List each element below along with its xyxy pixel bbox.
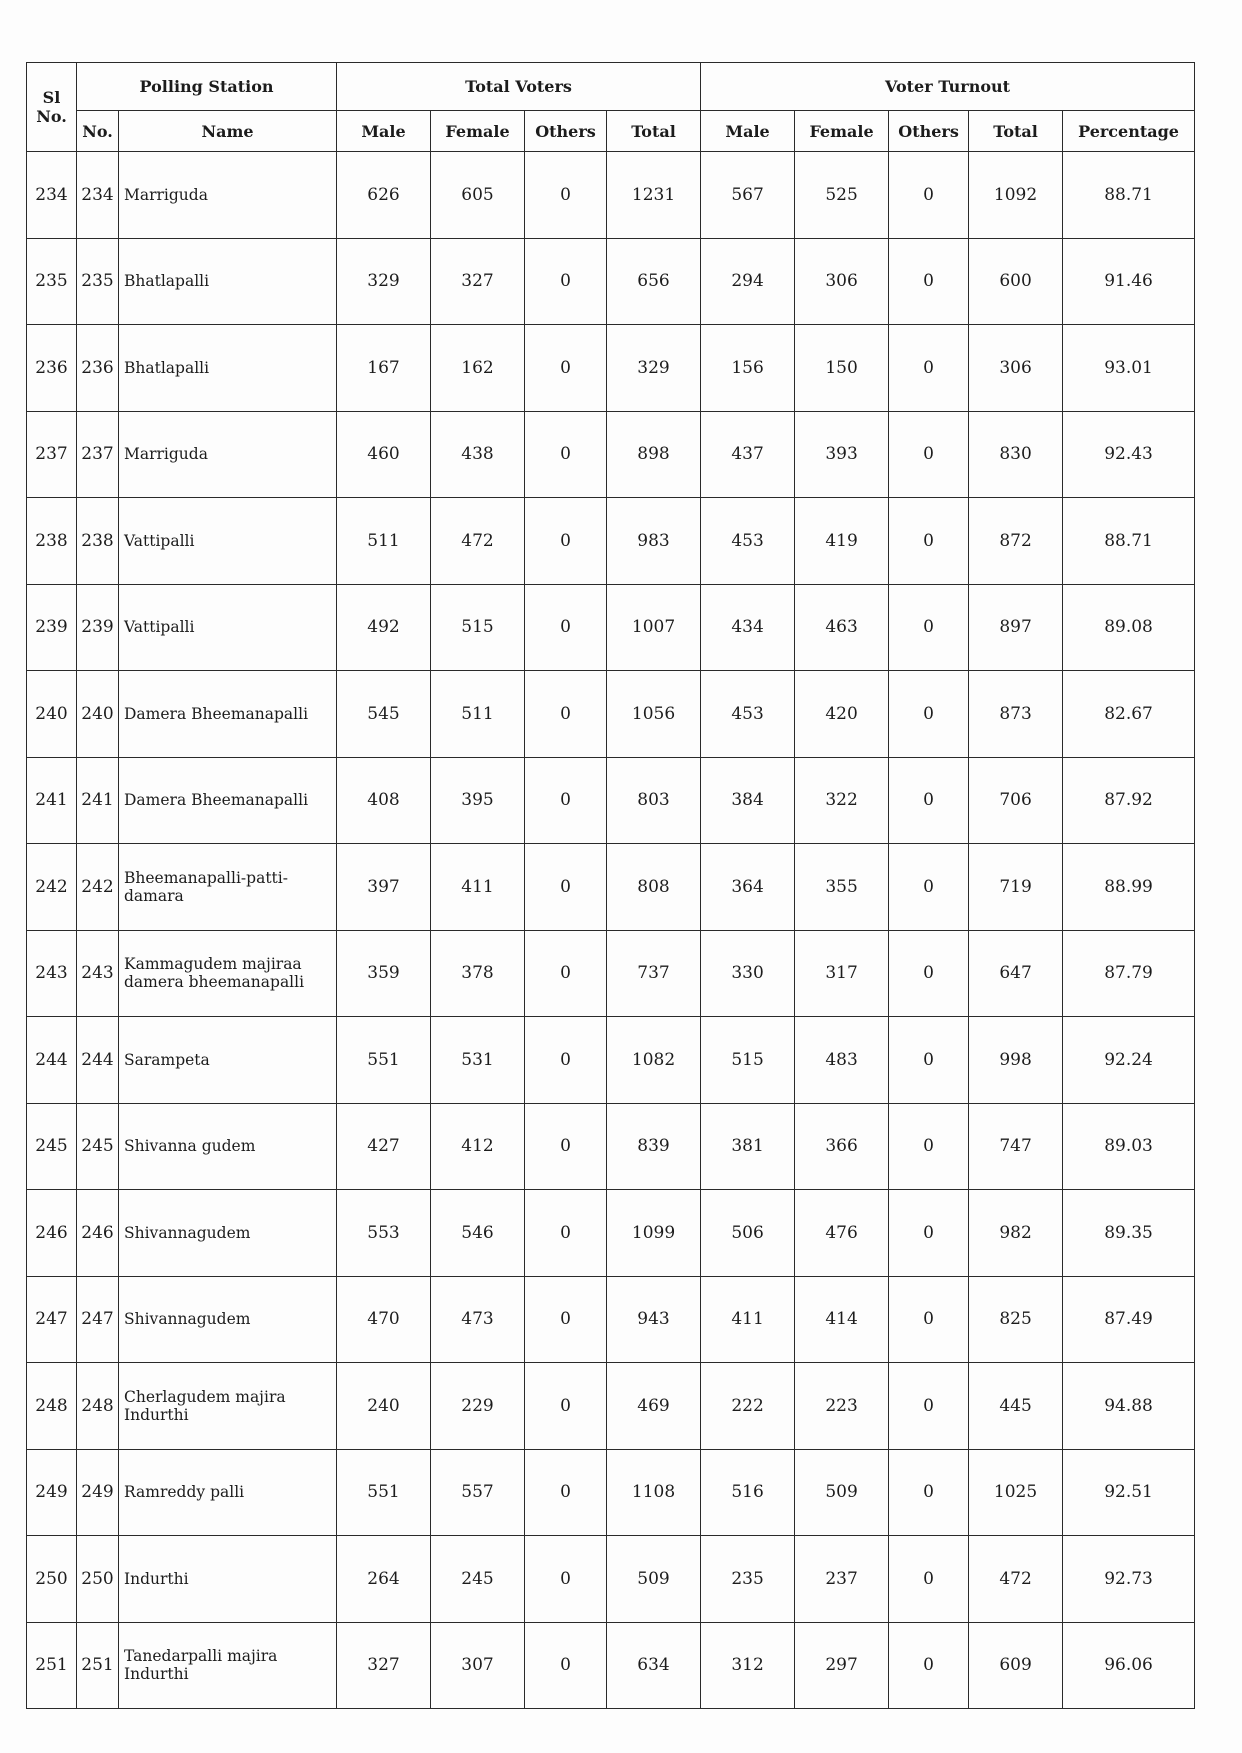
turnout-percentage-cell: 88.99 xyxy=(1063,844,1195,931)
station-no-cell: 241 xyxy=(77,757,119,844)
sl-no-cell: 251 xyxy=(27,1622,77,1709)
station-name-cell: Ramreddy palli xyxy=(119,1449,337,1536)
header-tv-male: Male xyxy=(337,111,431,152)
total-voters-female-cell: 531 xyxy=(431,1017,525,1104)
station-no-cell: 245 xyxy=(77,1103,119,1190)
station-no-cell: 244 xyxy=(77,1017,119,1104)
turnout-total-cell: 1025 xyxy=(969,1449,1063,1536)
station-no-cell: 235 xyxy=(77,238,119,325)
total-voters-others-cell: 0 xyxy=(525,1536,607,1623)
station-name-cell: Kammagudem majiraa damera bheemanapalli xyxy=(119,930,337,1017)
turnout-total-cell: 600 xyxy=(969,238,1063,325)
total-voters-total-cell: 839 xyxy=(607,1103,701,1190)
header-vt-total: Total xyxy=(969,111,1063,152)
total-voters-female-cell: 395 xyxy=(431,757,525,844)
turnout-female-cell: 420 xyxy=(795,671,889,758)
table-row xyxy=(27,411,1195,498)
turnout-female-cell: 509 xyxy=(795,1449,889,1536)
station-name-cell: Shivannagudem xyxy=(119,1190,337,1277)
total-voters-female-cell: 411 xyxy=(431,844,525,931)
turnout-others-cell: 0 xyxy=(889,411,969,498)
total-voters-others-cell: 0 xyxy=(525,1622,607,1709)
header-voter-turnout: Voter Turnout xyxy=(701,63,1195,111)
turnout-male-cell: 294 xyxy=(701,238,795,325)
turnout-percentage-cell: 89.08 xyxy=(1063,584,1195,671)
total-voters-total-cell: 1007 xyxy=(607,584,701,671)
turnout-female-cell: 483 xyxy=(795,1017,889,1104)
station-no-cell: 247 xyxy=(77,1276,119,1363)
turnout-male-cell: 567 xyxy=(701,152,795,239)
station-name-cell: Marriguda xyxy=(119,152,337,239)
turnout-female-cell: 414 xyxy=(795,1276,889,1363)
turnout-total-cell: 609 xyxy=(969,1622,1063,1709)
turnout-total-cell: 747 xyxy=(969,1103,1063,1190)
total-voters-male-cell: 511 xyxy=(337,498,431,585)
table-row xyxy=(27,844,1195,931)
turnout-male-cell: 156 xyxy=(701,325,795,412)
total-voters-male-cell: 545 xyxy=(337,671,431,758)
turnout-total-cell: 1092 xyxy=(969,152,1063,239)
total-voters-total-cell: 808 xyxy=(607,844,701,931)
total-voters-others-cell: 0 xyxy=(525,152,607,239)
sl-no-cell: 245 xyxy=(27,1103,77,1190)
total-voters-male-cell: 551 xyxy=(337,1017,431,1104)
turnout-others-cell: 0 xyxy=(889,498,969,585)
turnout-others-cell: 0 xyxy=(889,1622,969,1709)
turnout-total-cell: 830 xyxy=(969,411,1063,498)
turnout-percentage-cell: 92.51 xyxy=(1063,1449,1195,1536)
station-no-cell: 234 xyxy=(77,152,119,239)
station-no-cell: 248 xyxy=(77,1363,119,1450)
turnout-male-cell: 384 xyxy=(701,757,795,844)
station-name-cell: Shivanna gudem xyxy=(119,1103,337,1190)
total-voters-total-cell: 983 xyxy=(607,498,701,585)
turnout-female-cell: 366 xyxy=(795,1103,889,1190)
header-tv-others: Others xyxy=(525,111,607,152)
table-row xyxy=(27,1449,1195,1536)
turnout-others-cell: 0 xyxy=(889,1276,969,1363)
turnout-female-cell: 355 xyxy=(795,844,889,931)
turnout-male-cell: 312 xyxy=(701,1622,795,1709)
total-voters-female-cell: 511 xyxy=(431,671,525,758)
turnout-others-cell: 0 xyxy=(889,325,969,412)
table-row xyxy=(27,152,1195,239)
total-voters-male-cell: 327 xyxy=(337,1622,431,1709)
turnout-male-cell: 235 xyxy=(701,1536,795,1623)
total-voters-male-cell: 492 xyxy=(337,584,431,671)
total-voters-others-cell: 0 xyxy=(525,1363,607,1450)
total-voters-female-cell: 515 xyxy=(431,584,525,671)
sl-no-cell: 247 xyxy=(27,1276,77,1363)
turnout-percentage-cell: 88.71 xyxy=(1063,152,1195,239)
turnout-male-cell: 364 xyxy=(701,844,795,931)
turnout-female-cell: 322 xyxy=(795,757,889,844)
total-voters-male-cell: 460 xyxy=(337,411,431,498)
table-row xyxy=(27,757,1195,844)
total-voters-total-cell: 634 xyxy=(607,1622,701,1709)
turnout-total-cell: 706 xyxy=(969,757,1063,844)
total-voters-total-cell: 1231 xyxy=(607,152,701,239)
turnout-others-cell: 0 xyxy=(889,757,969,844)
total-voters-male-cell: 553 xyxy=(337,1190,431,1277)
total-voters-male-cell: 397 xyxy=(337,844,431,931)
turnout-male-cell: 411 xyxy=(701,1276,795,1363)
turnout-others-cell: 0 xyxy=(889,1017,969,1104)
turnout-female-cell: 223 xyxy=(795,1363,889,1450)
turnout-others-cell: 0 xyxy=(889,1363,969,1450)
header-tv-total: Total xyxy=(607,111,701,152)
station-no-cell: 250 xyxy=(77,1536,119,1623)
station-name-cell: Cherlagudem majira Indurthi xyxy=(119,1363,337,1450)
total-voters-others-cell: 0 xyxy=(525,930,607,1017)
station-no-cell: 242 xyxy=(77,844,119,931)
total-voters-female-cell: 473 xyxy=(431,1276,525,1363)
turnout-total-cell: 472 xyxy=(969,1536,1063,1623)
station-no-cell: 239 xyxy=(77,584,119,671)
total-voters-total-cell: 469 xyxy=(607,1363,701,1450)
station-name-cell: Damera Bheemanapalli xyxy=(119,757,337,844)
turnout-percentage-cell: 92.73 xyxy=(1063,1536,1195,1623)
sl-no-cell: 234 xyxy=(27,152,77,239)
header-vt-female: Female xyxy=(795,111,889,152)
total-voters-others-cell: 0 xyxy=(525,1190,607,1277)
table-body xyxy=(27,152,1195,1709)
turnout-percentage-cell: 96.06 xyxy=(1063,1622,1195,1709)
turnout-others-cell: 0 xyxy=(889,1103,969,1190)
total-voters-others-cell: 0 xyxy=(525,757,607,844)
sl-no-cell: 240 xyxy=(27,671,77,758)
turnout-percentage-cell: 89.03 xyxy=(1063,1103,1195,1190)
header-name: Name xyxy=(119,111,337,152)
total-voters-male-cell: 329 xyxy=(337,238,431,325)
turnout-others-cell: 0 xyxy=(889,1449,969,1536)
turnout-female-cell: 525 xyxy=(795,152,889,239)
turnout-total-cell: 897 xyxy=(969,584,1063,671)
sl-no-cell: 249 xyxy=(27,1449,77,1536)
total-voters-total-cell: 737 xyxy=(607,930,701,1017)
station-no-cell: 246 xyxy=(77,1190,119,1277)
turnout-percentage-cell: 92.43 xyxy=(1063,411,1195,498)
station-name-cell: Tanedarpalli majira Indurthi xyxy=(119,1622,337,1709)
turnout-male-cell: 437 xyxy=(701,411,795,498)
table-row xyxy=(27,1536,1195,1623)
total-voters-others-cell: 0 xyxy=(525,411,607,498)
turnout-others-cell: 0 xyxy=(889,152,969,239)
total-voters-others-cell: 0 xyxy=(525,498,607,585)
station-name-cell: Damera Bheemanapalli xyxy=(119,671,337,758)
header-polling-station: Polling Station xyxy=(77,63,337,111)
station-name-cell: Marriguda xyxy=(119,411,337,498)
sl-no-cell: 246 xyxy=(27,1190,77,1277)
station-name-cell: Shivannagudem xyxy=(119,1276,337,1363)
turnout-male-cell: 330 xyxy=(701,930,795,1017)
total-voters-total-cell: 943 xyxy=(607,1276,701,1363)
turnout-male-cell: 506 xyxy=(701,1190,795,1277)
total-voters-female-cell: 412 xyxy=(431,1103,525,1190)
header-sl-no: Sl No. xyxy=(27,63,77,152)
total-voters-total-cell: 1056 xyxy=(607,671,701,758)
total-voters-female-cell: 546 xyxy=(431,1190,525,1277)
table-row xyxy=(27,498,1195,585)
turnout-male-cell: 381 xyxy=(701,1103,795,1190)
total-voters-female-cell: 327 xyxy=(431,238,525,325)
total-voters-male-cell: 240 xyxy=(337,1363,431,1450)
sl-no-cell: 239 xyxy=(27,584,77,671)
turnout-percentage-cell: 92.24 xyxy=(1063,1017,1195,1104)
total-voters-total-cell: 1082 xyxy=(607,1017,701,1104)
header-total-voters: Total Voters xyxy=(337,63,701,111)
total-voters-male-cell: 427 xyxy=(337,1103,431,1190)
turnout-percentage-cell: 87.92 xyxy=(1063,757,1195,844)
turnout-female-cell: 393 xyxy=(795,411,889,498)
station-name-cell: Sarampeta xyxy=(119,1017,337,1104)
turnout-total-cell: 719 xyxy=(969,844,1063,931)
total-voters-female-cell: 245 xyxy=(431,1536,525,1623)
table-row xyxy=(27,325,1195,412)
turnout-percentage-cell: 89.35 xyxy=(1063,1190,1195,1277)
turnout-total-cell: 825 xyxy=(969,1276,1063,1363)
total-voters-others-cell: 0 xyxy=(525,584,607,671)
turnout-female-cell: 419 xyxy=(795,498,889,585)
turnout-female-cell: 317 xyxy=(795,930,889,1017)
turnout-others-cell: 0 xyxy=(889,584,969,671)
sl-no-cell: 237 xyxy=(27,411,77,498)
sl-no-cell: 250 xyxy=(27,1536,77,1623)
total-voters-total-cell: 1108 xyxy=(607,1449,701,1536)
polling-station-table xyxy=(26,62,1195,1709)
total-voters-female-cell: 438 xyxy=(431,411,525,498)
sl-no-cell: 244 xyxy=(27,1017,77,1104)
turnout-male-cell: 222 xyxy=(701,1363,795,1450)
table-row xyxy=(27,671,1195,758)
header-vt-others: Others xyxy=(889,111,969,152)
table-row xyxy=(27,930,1195,1017)
station-name-cell: Bheemanapalli-patti-damara xyxy=(119,844,337,931)
total-voters-others-cell: 0 xyxy=(525,1017,607,1104)
turnout-female-cell: 297 xyxy=(795,1622,889,1709)
table-row xyxy=(27,1017,1195,1104)
header-tv-female: Female xyxy=(431,111,525,152)
turnout-female-cell: 237 xyxy=(795,1536,889,1623)
total-voters-male-cell: 408 xyxy=(337,757,431,844)
turnout-percentage-cell: 87.49 xyxy=(1063,1276,1195,1363)
total-voters-total-cell: 509 xyxy=(607,1536,701,1623)
turnout-male-cell: 434 xyxy=(701,584,795,671)
station-name-cell: Vattipalli xyxy=(119,584,337,671)
total-voters-female-cell: 162 xyxy=(431,325,525,412)
total-voters-female-cell: 378 xyxy=(431,930,525,1017)
sl-no-cell: 248 xyxy=(27,1363,77,1450)
turnout-female-cell: 463 xyxy=(795,584,889,671)
station-name-cell: Bhatlapalli xyxy=(119,325,337,412)
turnout-percentage-cell: 91.46 xyxy=(1063,238,1195,325)
turnout-female-cell: 476 xyxy=(795,1190,889,1277)
turnout-percentage-cell: 93.01 xyxy=(1063,325,1195,412)
total-voters-male-cell: 167 xyxy=(337,325,431,412)
station-no-cell: 236 xyxy=(77,325,119,412)
turnout-total-cell: 872 xyxy=(969,498,1063,585)
turnout-female-cell: 306 xyxy=(795,238,889,325)
station-no-cell: 249 xyxy=(77,1449,119,1536)
station-name-cell: Vattipalli xyxy=(119,498,337,585)
sl-no-cell: 236 xyxy=(27,325,77,412)
total-voters-total-cell: 803 xyxy=(607,757,701,844)
table-row xyxy=(27,1276,1195,1363)
turnout-others-cell: 0 xyxy=(889,238,969,325)
total-voters-others-cell: 0 xyxy=(525,325,607,412)
table-row xyxy=(27,584,1195,671)
sl-no-cell: 235 xyxy=(27,238,77,325)
table-row xyxy=(27,1622,1195,1709)
station-no-cell: 237 xyxy=(77,411,119,498)
turnout-male-cell: 453 xyxy=(701,671,795,758)
sl-no-cell: 238 xyxy=(27,498,77,585)
total-voters-total-cell: 656 xyxy=(607,238,701,325)
table-row xyxy=(27,1190,1195,1277)
sl-no-cell: 242 xyxy=(27,844,77,931)
station-no-cell: 251 xyxy=(77,1622,119,1709)
station-name-cell: Bhatlapalli xyxy=(119,238,337,325)
turnout-male-cell: 515 xyxy=(701,1017,795,1104)
turnout-others-cell: 0 xyxy=(889,930,969,1017)
turnout-percentage-cell: 94.88 xyxy=(1063,1363,1195,1450)
header-vt-male: Male xyxy=(701,111,795,152)
total-voters-female-cell: 605 xyxy=(431,152,525,239)
total-voters-others-cell: 0 xyxy=(525,671,607,758)
turnout-total-cell: 306 xyxy=(969,325,1063,412)
total-voters-male-cell: 264 xyxy=(337,1536,431,1623)
total-voters-others-cell: 0 xyxy=(525,1449,607,1536)
total-voters-female-cell: 229 xyxy=(431,1363,525,1450)
header-percentage: Percentage xyxy=(1063,111,1195,152)
turnout-female-cell: 150 xyxy=(795,325,889,412)
total-voters-total-cell: 898 xyxy=(607,411,701,498)
sl-no-cell: 241 xyxy=(27,757,77,844)
total-voters-total-cell: 1099 xyxy=(607,1190,701,1277)
turnout-total-cell: 445 xyxy=(969,1363,1063,1450)
turnout-total-cell: 982 xyxy=(969,1190,1063,1277)
total-voters-total-cell: 329 xyxy=(607,325,701,412)
table-header xyxy=(27,63,1195,152)
turnout-male-cell: 516 xyxy=(701,1449,795,1536)
total-voters-male-cell: 551 xyxy=(337,1449,431,1536)
station-no-cell: 240 xyxy=(77,671,119,758)
station-name-cell: Indurthi xyxy=(119,1536,337,1623)
station-no-cell: 243 xyxy=(77,930,119,1017)
turnout-total-cell: 647 xyxy=(969,930,1063,1017)
sl-no-cell: 243 xyxy=(27,930,77,1017)
turnout-percentage-cell: 87.79 xyxy=(1063,930,1195,1017)
header-no: No. xyxy=(77,111,119,152)
station-no-cell: 238 xyxy=(77,498,119,585)
total-voters-others-cell: 0 xyxy=(525,238,607,325)
turnout-total-cell: 873 xyxy=(969,671,1063,758)
turnout-male-cell: 453 xyxy=(701,498,795,585)
total-voters-female-cell: 307 xyxy=(431,1622,525,1709)
total-voters-female-cell: 557 xyxy=(431,1449,525,1536)
table-row xyxy=(27,1363,1195,1450)
turnout-others-cell: 0 xyxy=(889,1190,969,1277)
turnout-others-cell: 0 xyxy=(889,1536,969,1623)
total-voters-others-cell: 0 xyxy=(525,1103,607,1190)
turnout-percentage-cell: 88.71 xyxy=(1063,498,1195,585)
table-row xyxy=(27,238,1195,325)
total-voters-male-cell: 359 xyxy=(337,930,431,1017)
total-voters-others-cell: 0 xyxy=(525,1276,607,1363)
turnout-percentage-cell: 82.67 xyxy=(1063,671,1195,758)
turnout-others-cell: 0 xyxy=(889,844,969,931)
total-voters-male-cell: 626 xyxy=(337,152,431,239)
total-voters-male-cell: 470 xyxy=(337,1276,431,1363)
total-voters-female-cell: 472 xyxy=(431,498,525,585)
table-row xyxy=(27,1103,1195,1190)
turnout-others-cell: 0 xyxy=(889,671,969,758)
total-voters-others-cell: 0 xyxy=(525,844,607,931)
turnout-total-cell: 998 xyxy=(969,1017,1063,1104)
